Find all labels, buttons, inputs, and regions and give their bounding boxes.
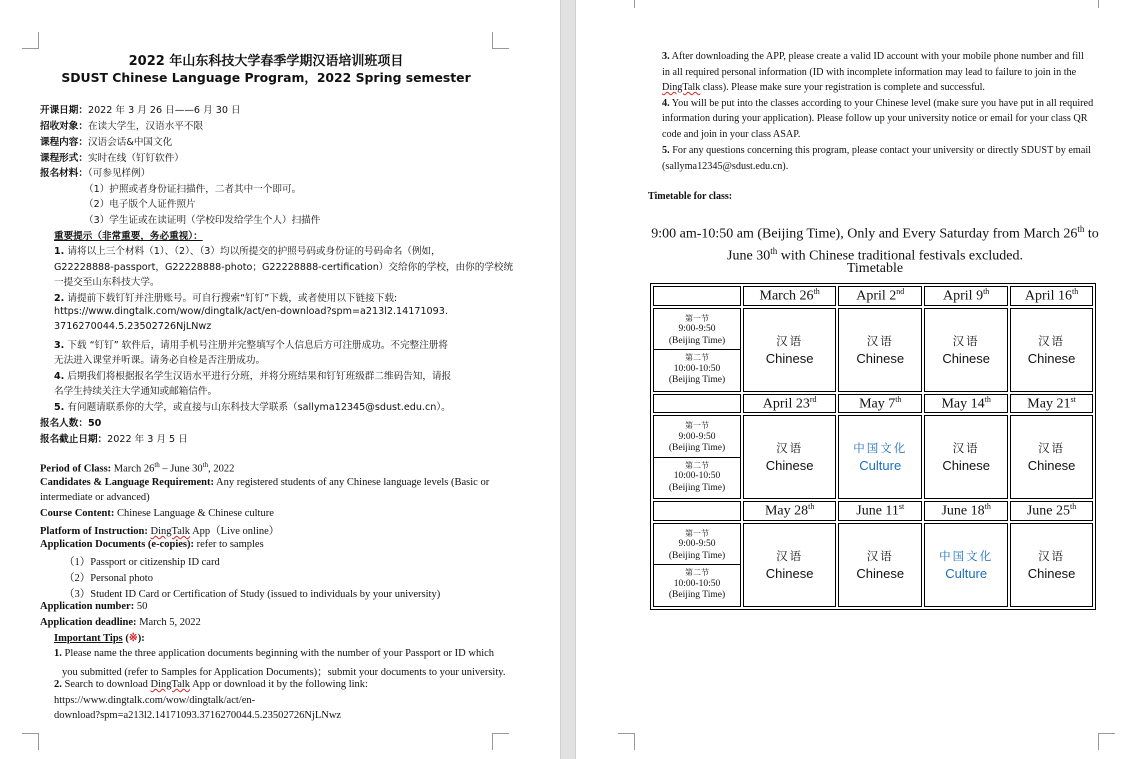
timetable-date-row [653, 394, 1093, 414]
date-text: May 21 [1027, 396, 1071, 412]
slot-first [654, 311, 740, 351]
en-download-link-cont[interactable]: download?spm=a213l2.14171093.3716270044.5.23502726NjLNwz [54, 710, 342, 721]
date-text: June 11 [856, 503, 899, 519]
slot-second [654, 458, 740, 497]
slot-label: 第一节 [685, 528, 709, 538]
cn-tip-4-cont: 名学生持续关注大学通知或邮箱信件。 [54, 386, 218, 397]
timetable-course-cell [1010, 415, 1093, 499]
slot-time: 9:00-9:50 [678, 431, 716, 442]
slot-timezone: (Beijing Time) [668, 550, 726, 561]
slot-label: 第二节 [685, 568, 709, 578]
timetable-course-row [653, 523, 1093, 607]
date-suffix: st [1070, 394, 1076, 404]
course-name-en: Chinese [765, 565, 814, 581]
timetable-course-cell [838, 523, 922, 607]
slot-time: 10:00-10:50 [673, 363, 721, 374]
date-suffix: th [984, 394, 991, 404]
timetable-course-cell [743, 308, 836, 392]
slot-first [654, 418, 740, 458]
date-suffix: th [1071, 287, 1079, 296]
cn-tip-2: 2. 请提前下载钉钉并注册账号。可自行搜索“钉钉”下载，或者使用以下链接下载: [54, 293, 398, 304]
cn-period-line: 开课日期：2022 年 3 月 26 日——6 月 30 日 [40, 105, 241, 116]
course-name-cn: 汉语 [952, 333, 980, 348]
timetable-label: Timetable for class: [648, 191, 733, 202]
cn-tip-1-cont: G22228888-passport，G22228888-photo；G22228888-certification）交给你的学校，由你的学校统 [54, 262, 514, 273]
star-icon: ※ [128, 633, 138, 644]
slot-time: 10:00-10:50 [673, 578, 721, 589]
cn-download-link[interactable]: https://www.dingtalk.com/wow/dingtalk/act/en-download?spm=a213l2.14171093. [54, 306, 448, 317]
timetable-date-cell [838, 501, 922, 521]
slot-label: 第一节 [685, 313, 709, 323]
crop-mark [22, 32, 39, 49]
en-period-line: Period of Class: March 26th – June 30th, 2022 [40, 461, 235, 475]
date-suffix: th [813, 287, 820, 296]
timetable-course-cell [838, 415, 922, 499]
cn-material-item: （2）电子版个人证件照片 [84, 199, 196, 210]
slot-timezone: (Beijing Time) [668, 482, 726, 493]
date-suffix: nd [896, 287, 905, 296]
cn-content-line: 课程内容：汉语会话&中国文化 [40, 137, 173, 148]
en-tips-heading: Important Tips (※): [54, 633, 145, 644]
date-suffix: th [983, 287, 990, 296]
cn-tip-5: 5. 有问题请联系你的大学，或直接与山东科技大学联系（sallyma12345@sdust.edu.cn）。 [54, 402, 451, 413]
doc-title-en: SDUST Chinese Language Program，2022 Spring semester [61, 70, 471, 85]
timetable-corner-cell [653, 286, 741, 306]
course-name-en: Chinese [856, 350, 905, 366]
cn-tip-1-cont: 一提交至山东科技大学。 [54, 277, 160, 288]
slot-label: 第二节 [685, 353, 709, 363]
cn-tip-4: 4. 后期我们将根据报名学生汉语水平进行分班，并将分班结果和钉钉班级群二维码告知，请报 [54, 371, 452, 382]
en-tip-3: 3. After downloading the APP, please create a valid ID account with your mobile phone number and fill [662, 51, 1084, 62]
timetable-date-cell [924, 501, 1008, 521]
slot-second [654, 350, 740, 389]
timetable-course-row [653, 415, 1093, 499]
course-name-en: Chinese [942, 350, 991, 366]
course-name-cn: 汉语 [866, 333, 894, 348]
course-name-cn: 汉语 [952, 441, 980, 456]
timetable-slot-cell [653, 523, 741, 607]
timetable-date-cell [1010, 286, 1093, 306]
timetable-course-row [653, 308, 1093, 392]
en-candidates-cont: intermediate or advanced) [40, 492, 150, 503]
timetable-date-cell [1010, 394, 1093, 414]
course-name-cn: 中国文化 [853, 441, 908, 456]
timetable-date-row [653, 286, 1093, 306]
en-tip-4-cont: code and join in your class ASAP. [662, 129, 801, 140]
document-page-right [576, 0, 1139, 759]
en-tip-4-cont: information during your application). Please follow up your university notice or email for your class QR [662, 113, 1088, 124]
doc-title-cn: 2022 年山东科技大学春季学期汉语培训班项目 [128, 54, 404, 69]
cn-tip-3: 3. 下载 “钉钉” 软件后，请用手机号注册并完整填写个人信息后方可注册成功。不完整注册将 [54, 340, 448, 351]
course-name-en: Chinese [1027, 565, 1076, 581]
timetable-course-cell [924, 523, 1008, 607]
date-text: April 2 [856, 288, 897, 304]
timetable-title: Timetable [846, 261, 904, 276]
en-document-item: （1）Passport or citizenship ID card [64, 557, 220, 568]
timetable-course-cell [838, 308, 922, 392]
timetable-date-cell [838, 394, 922, 414]
date-text: May 14 [941, 396, 985, 412]
en-tip-1-cont: you submitted (refer to Samples for Application Documents)；submit your documents to your university. [62, 667, 506, 678]
timetable-date-cell [924, 394, 1008, 414]
en-candidates-line: Candidates & Language Requirement: Any registered students of any Chinese language levels (Basic or [40, 477, 490, 488]
timetable-course-cell [743, 415, 836, 499]
en-tip-4: 4. You will be put into the classes according to your Chinese level (make sure you have put in all required [662, 98, 1094, 109]
slot-time: 9:00-9:50 [678, 539, 716, 550]
timetable-date-cell [743, 394, 836, 414]
date-text: May 28 [764, 503, 809, 519]
course-name-cn: 汉语 [776, 548, 804, 563]
date-text: June 18 [941, 503, 985, 519]
course-name-en: Chinese [856, 565, 905, 581]
course-name-cn: 汉语 [776, 441, 804, 456]
cn-material-item: （1）护照或者身份证扫描件，二者其中一个即可。 [84, 184, 302, 195]
en-download-link[interactable]: https://www.dingtalk.com/wow/dingtalk/act/en- [54, 695, 256, 706]
cn-deadline-line: 报名截止日期：2022 年 3 月 5 日 [40, 434, 188, 445]
timetable-slot-cell [653, 308, 741, 392]
slot-label: 第二节 [685, 460, 709, 470]
timetable-corner-cell [653, 394, 741, 414]
date-suffix: th [808, 502, 815, 512]
date-text: April 9 [943, 288, 984, 304]
cn-tip-3-cont: 无法进入课堂并听课。请务必自检是否注册成功。 [54, 355, 266, 366]
crop-mark [1098, 0, 1115, 8]
timetable-course-cell [924, 415, 1008, 499]
course-name-cn: 汉语 [1038, 548, 1066, 563]
en-tip-3-cont: DingTalk class). Please make sure your registration is complete and successful. [662, 82, 985, 93]
slot-timezone: (Beijing Time) [668, 443, 726, 454]
en-documents-line: Application Documents (e-copies): refer to samples [40, 539, 264, 550]
course-name-en: Culture [945, 565, 988, 581]
course-name-cn: 汉语 [1038, 441, 1066, 456]
en-platform-line: Platform of Instruction: DingTalk App（Live online） [40, 526, 280, 537]
slot-first [654, 526, 740, 566]
slot-label: 第一节 [685, 421, 709, 431]
en-tip-5: 5. For any questions concerning this program, please contact your university or directly SDUST by email [662, 145, 1092, 156]
en-deadline-line: Application deadline: March 5, 2022 [40, 617, 201, 628]
timetable [650, 283, 1096, 610]
date-text: May 7 [859, 396, 896, 412]
crop-mark [618, 0, 635, 8]
cn-format-line: 课程形式：实时在线（钉钉软件） [40, 153, 184, 164]
course-name-en: Chinese [1027, 350, 1076, 366]
en-tip-2: 2. Search to download DingTalk App or download it by the following link: [54, 679, 368, 690]
crop-mark [22, 733, 39, 750]
timetable-date-row [653, 501, 1093, 521]
timetable-corner-cell [653, 501, 741, 521]
en-content-line: Course Content: Chinese Language & Chinese culture [40, 508, 274, 519]
course-name-en: Culture [859, 458, 902, 474]
course-name-en: Chinese [765, 350, 814, 366]
en-tip-5-cont: (sallyma12345@sdust.edu.cn). [662, 161, 789, 172]
date-text: April 23 [762, 396, 810, 412]
timetable-slot-cell [653, 415, 741, 499]
en-number-line: Application number: 50 [40, 601, 148, 612]
slot-timezone: (Beijing Time) [668, 590, 726, 601]
timetable-course-cell [743, 523, 836, 607]
course-name-cn: 汉语 [866, 548, 894, 563]
timetable-date-cell [1010, 501, 1093, 521]
crop-mark [618, 733, 635, 750]
cn-material-item: （3）学生证或在读证明（学校印发给学生个人）扫描件 [84, 215, 321, 226]
crop-mark [492, 32, 509, 49]
cn-tip-1: 1. 请将以上三个材料（1）、（2）、（3）均以所提交的护照号码或身份证的号码命名（例如， [54, 246, 441, 257]
date-suffix: rd [809, 394, 817, 404]
slot-second [654, 565, 740, 604]
date-suffix: th [895, 394, 902, 404]
slot-timezone: (Beijing Time) [668, 335, 726, 346]
document-page-left [0, 0, 560, 759]
date-suffix: st [898, 502, 905, 512]
course-name-en: Chinese [942, 458, 991, 474]
page-gutter [560, 0, 576, 759]
date-suffix: th [984, 502, 991, 512]
date-text: April 16 [1024, 288, 1072, 304]
timetable-date-cell [838, 286, 922, 306]
course-name-en: Chinese [765, 458, 814, 474]
timetable-course-cell [1010, 523, 1093, 607]
en-tip-1: 1. Please name the three application documents beginning with the number of your Passport or ID which [54, 648, 495, 659]
cn-materials-line: 报名材料：（可参见样例） [40, 168, 151, 179]
timetable-date-cell [924, 286, 1008, 306]
course-name-cn: 汉语 [776, 333, 804, 348]
schedule-description: 9:00 am-10:50 am (Beijing Time), Only and Every Saturday from March 26th to June 30th with Chinese traditional festivals excluded. [651, 224, 1099, 264]
en-tip-3-cont: in all required personal information (ID with incomplete information may lead to failure to join in the [662, 67, 1077, 78]
timetable-course-cell [924, 308, 1008, 392]
slot-time: 10:00-10:50 [673, 471, 721, 482]
date-text: June 25 [1026, 503, 1071, 519]
date-text: March 26 [759, 288, 814, 304]
timetable-date-cell [743, 501, 836, 521]
course-name-cn: 汉语 [1038, 333, 1066, 348]
course-name-en: Chinese [1027, 458, 1076, 474]
cn-download-link-cont[interactable]: 3716270044.5.23502726NjLNwz [54, 321, 212, 332]
date-suffix: th [1070, 502, 1077, 512]
en-document-item: （3）Student ID Card or Certification of Study (issued to individuals by your university) [64, 589, 441, 600]
crop-mark [1098, 733, 1115, 750]
timetable-date-cell [743, 286, 836, 306]
crop-mark [492, 733, 509, 750]
cn-tips-heading: 重要提示（非常重要，务必重视）： [54, 231, 203, 242]
timetable-course-cell [1010, 308, 1093, 392]
en-document-item: （2）Personal photo [64, 573, 153, 584]
slot-time: 9:00-9:50 [678, 324, 716, 335]
cn-target-line: 招收对象：在读大学生，汉语水平不限 [40, 121, 204, 132]
slot-timezone: (Beijing Time) [668, 375, 726, 386]
cn-count-line: 报名人数：50 [40, 418, 102, 429]
course-name-cn: 中国文化 [939, 548, 994, 563]
